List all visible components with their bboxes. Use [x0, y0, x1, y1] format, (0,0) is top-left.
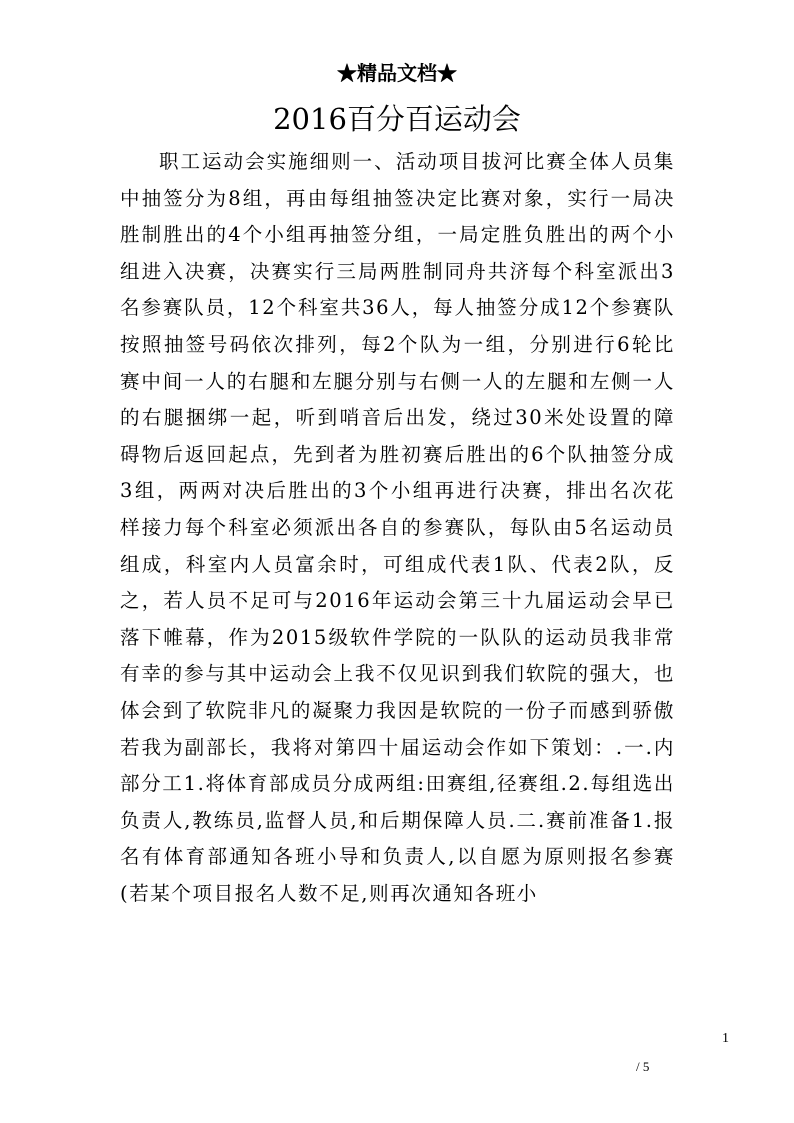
- document-title: 2016百分百运动会: [273, 102, 521, 136]
- page-total: / 5: [636, 1059, 650, 1074]
- document-body-text: 职工运动会实施细则一、活动项目拔河比赛全体人员集中抽签分为8组，再由每组抽签决定比赛对象，实行一局决胜制胜出的4个小组再抽签分组，一局定胜负胜出的两个小组进入决赛，决赛实行三局两胜制同舟共济每个科室派出3名参赛队员，12个科室共36人，每人抽签分成12个参赛队按照抽签号码依次排列，每2个队为一组，分别进行6轮比赛中间一人的右腿和左腿分别与右侧一人的左腿和左侧一人的右腿捆绑一起，听到哨音后出发，绕过30米处设置的障碍物后返回起点，先到者为胜初赛后胜出的6个队抽签分成3组，两两对决后胜出的3个小组再进行决赛，排出名次花样接力每个科室必须派出各自的参赛队，每队由5名运动员组成，科室内人员富余时，可组成代表1队、代表2队，反之，若人员不足可与2016年运动会第三十九届运动会早已落下帷幕，作为2015级软件学院的一队队的运动员我非常有幸的参与其中运动会上我不仅见识到我们软院的强大，也体会到了软院非凡的凝聚力我因是软院的一份子而感到骄傲若我为副部长，我将对第四十届运动会作如下策划：.一.内部分工1.将体育部成员分成两组:田赛组,径赛组.2.每组选出负责人,教练员,监督人员,和后期保障人员.二.赛前准备1.报名有体育部通知各班小导和负责人,以自愿为原则报名参赛(若某个项目报名人数不足,则再次通知各班小: [120, 150, 675, 905]
- document-header-label: ★精品文档★: [337, 61, 457, 85]
- page-number: 1: [722, 1031, 729, 1046]
